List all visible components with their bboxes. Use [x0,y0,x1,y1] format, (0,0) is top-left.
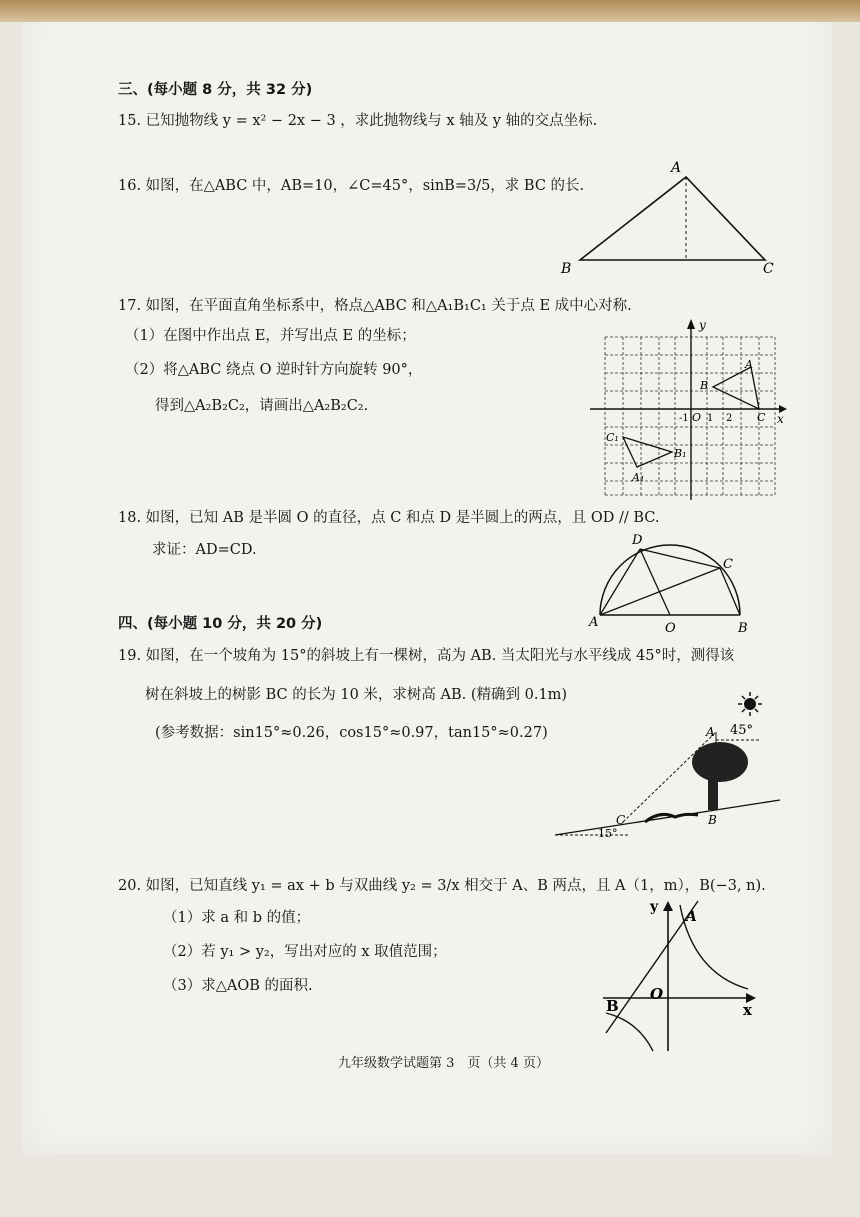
label-D: D [632,533,643,548]
q15-text: 15. 已知抛物线 y = x² − 2x − 3 ，求此抛物线与 x 轴及 y 轴的交点坐标. [118,113,598,129]
q19-line2: 树在斜坡上的树影 BC 的长为 10 米，求树高 AB. (精确到 0.1m) [145,687,568,703]
label-B: B [738,621,748,635]
q17-text: 17. 如图，在平面直角坐标系中，格点△ABC 和△A₁B₁C₁ 关于点 E 成中心对称. [118,298,632,314]
label-2: 2 [726,413,733,424]
q19-line1: 19. 如图，在一个坡角为 15°的斜坡上有一棵树，高为 AB. 当太阳光与水平线成 45°时，测得该 [118,648,735,664]
q19-tree-slope-figure [550,690,790,845]
label-C1: C₁ [606,431,619,444]
q18-text: 18. 如图，已知 AB 是半圆 O 的直径，点 C 和点 D 是半圆上的两点，且 OD // BC. [118,510,660,526]
section3-heading: 三、(每小题 8 分，共 32 分) [118,82,313,98]
label-O: O [650,985,664,1003]
section4-heading: 四、(每小题 10 分，共 20 分) [118,616,323,632]
label-1: 1 [707,413,714,424]
q16-text: 16. 如图，在△ABC 中，AB=10，∠C=45°，sinB=3/5，求 BC 的长. [118,178,585,194]
q19-reference-data: (参考数据：sin15°≈0.26，cos15°≈0.97，tan15°≈0.27) [155,725,548,741]
q20-text: 20. 如图，已知直线 y₁ = ax + b 与双曲线 y₂ = 3/x 相交于 A、B 两点，且 A（1，m），B(−3, n). [118,878,766,894]
q17-part2b: 得到△A₂B₂C₂，请画出△A₂B₂C₂. [155,398,369,414]
line-y1 [606,901,698,1033]
q18-prove: 求证：AD=CD. [152,542,257,558]
q17-grid-figure [590,315,790,500]
label-y: y [699,318,706,332]
sun-icon [738,692,762,716]
label-A: A [706,725,715,739]
slope-line [555,800,780,835]
q20-part1: （1）求 a 和 b 的值； [163,910,311,926]
label-x: x [777,412,784,426]
page-footer: 九年级数学试题第 3 页（共 4 页） [338,1056,549,1071]
triangle-a1b1c1 [623,437,672,467]
label-45deg: 45° [730,723,754,738]
q20-hyperbola-figure [598,893,763,1053]
label-O: O [665,621,676,635]
label-B: B [606,997,619,1015]
label-B: B [561,261,572,277]
q17-part2a: （2）将△ABC 绕点 O 逆时针方向旋转 90°， [125,362,423,378]
label-B1: B₁ [674,447,687,460]
label-A: A [686,909,697,925]
q20-part2: （2）若 y₁ > y₂，写出对应的 x 取值范围； [163,944,447,960]
tree-icon [692,742,748,810]
q17-part1: （1）在图中作出点 E，并写出点 E 的坐标； [125,328,416,344]
label-15deg: 15° [598,827,618,840]
label-B: B [708,813,717,827]
label-A: A [671,160,682,176]
page-top-edge [0,0,860,22]
label-C: C [763,261,774,277]
label-O: O [692,411,702,424]
hyperbola-branch-2 [606,1013,653,1051]
label-B: B [700,379,709,392]
label-A1: A₁ [632,471,645,484]
q16-triangle-figure [555,155,790,280]
label-A: A [745,358,753,371]
label-y: y [650,899,659,915]
label-C: C [616,813,626,827]
label-x: x [743,1001,752,1019]
q18-semicircle-figure [585,530,755,635]
triangle-abc [580,177,765,260]
label-C: C [723,557,733,572]
q20-part3: （3）求△AOB 的面积. [163,978,313,994]
label-minus1: -1 [679,413,689,424]
label-C: C [757,411,766,424]
label-A: A [589,615,599,630]
